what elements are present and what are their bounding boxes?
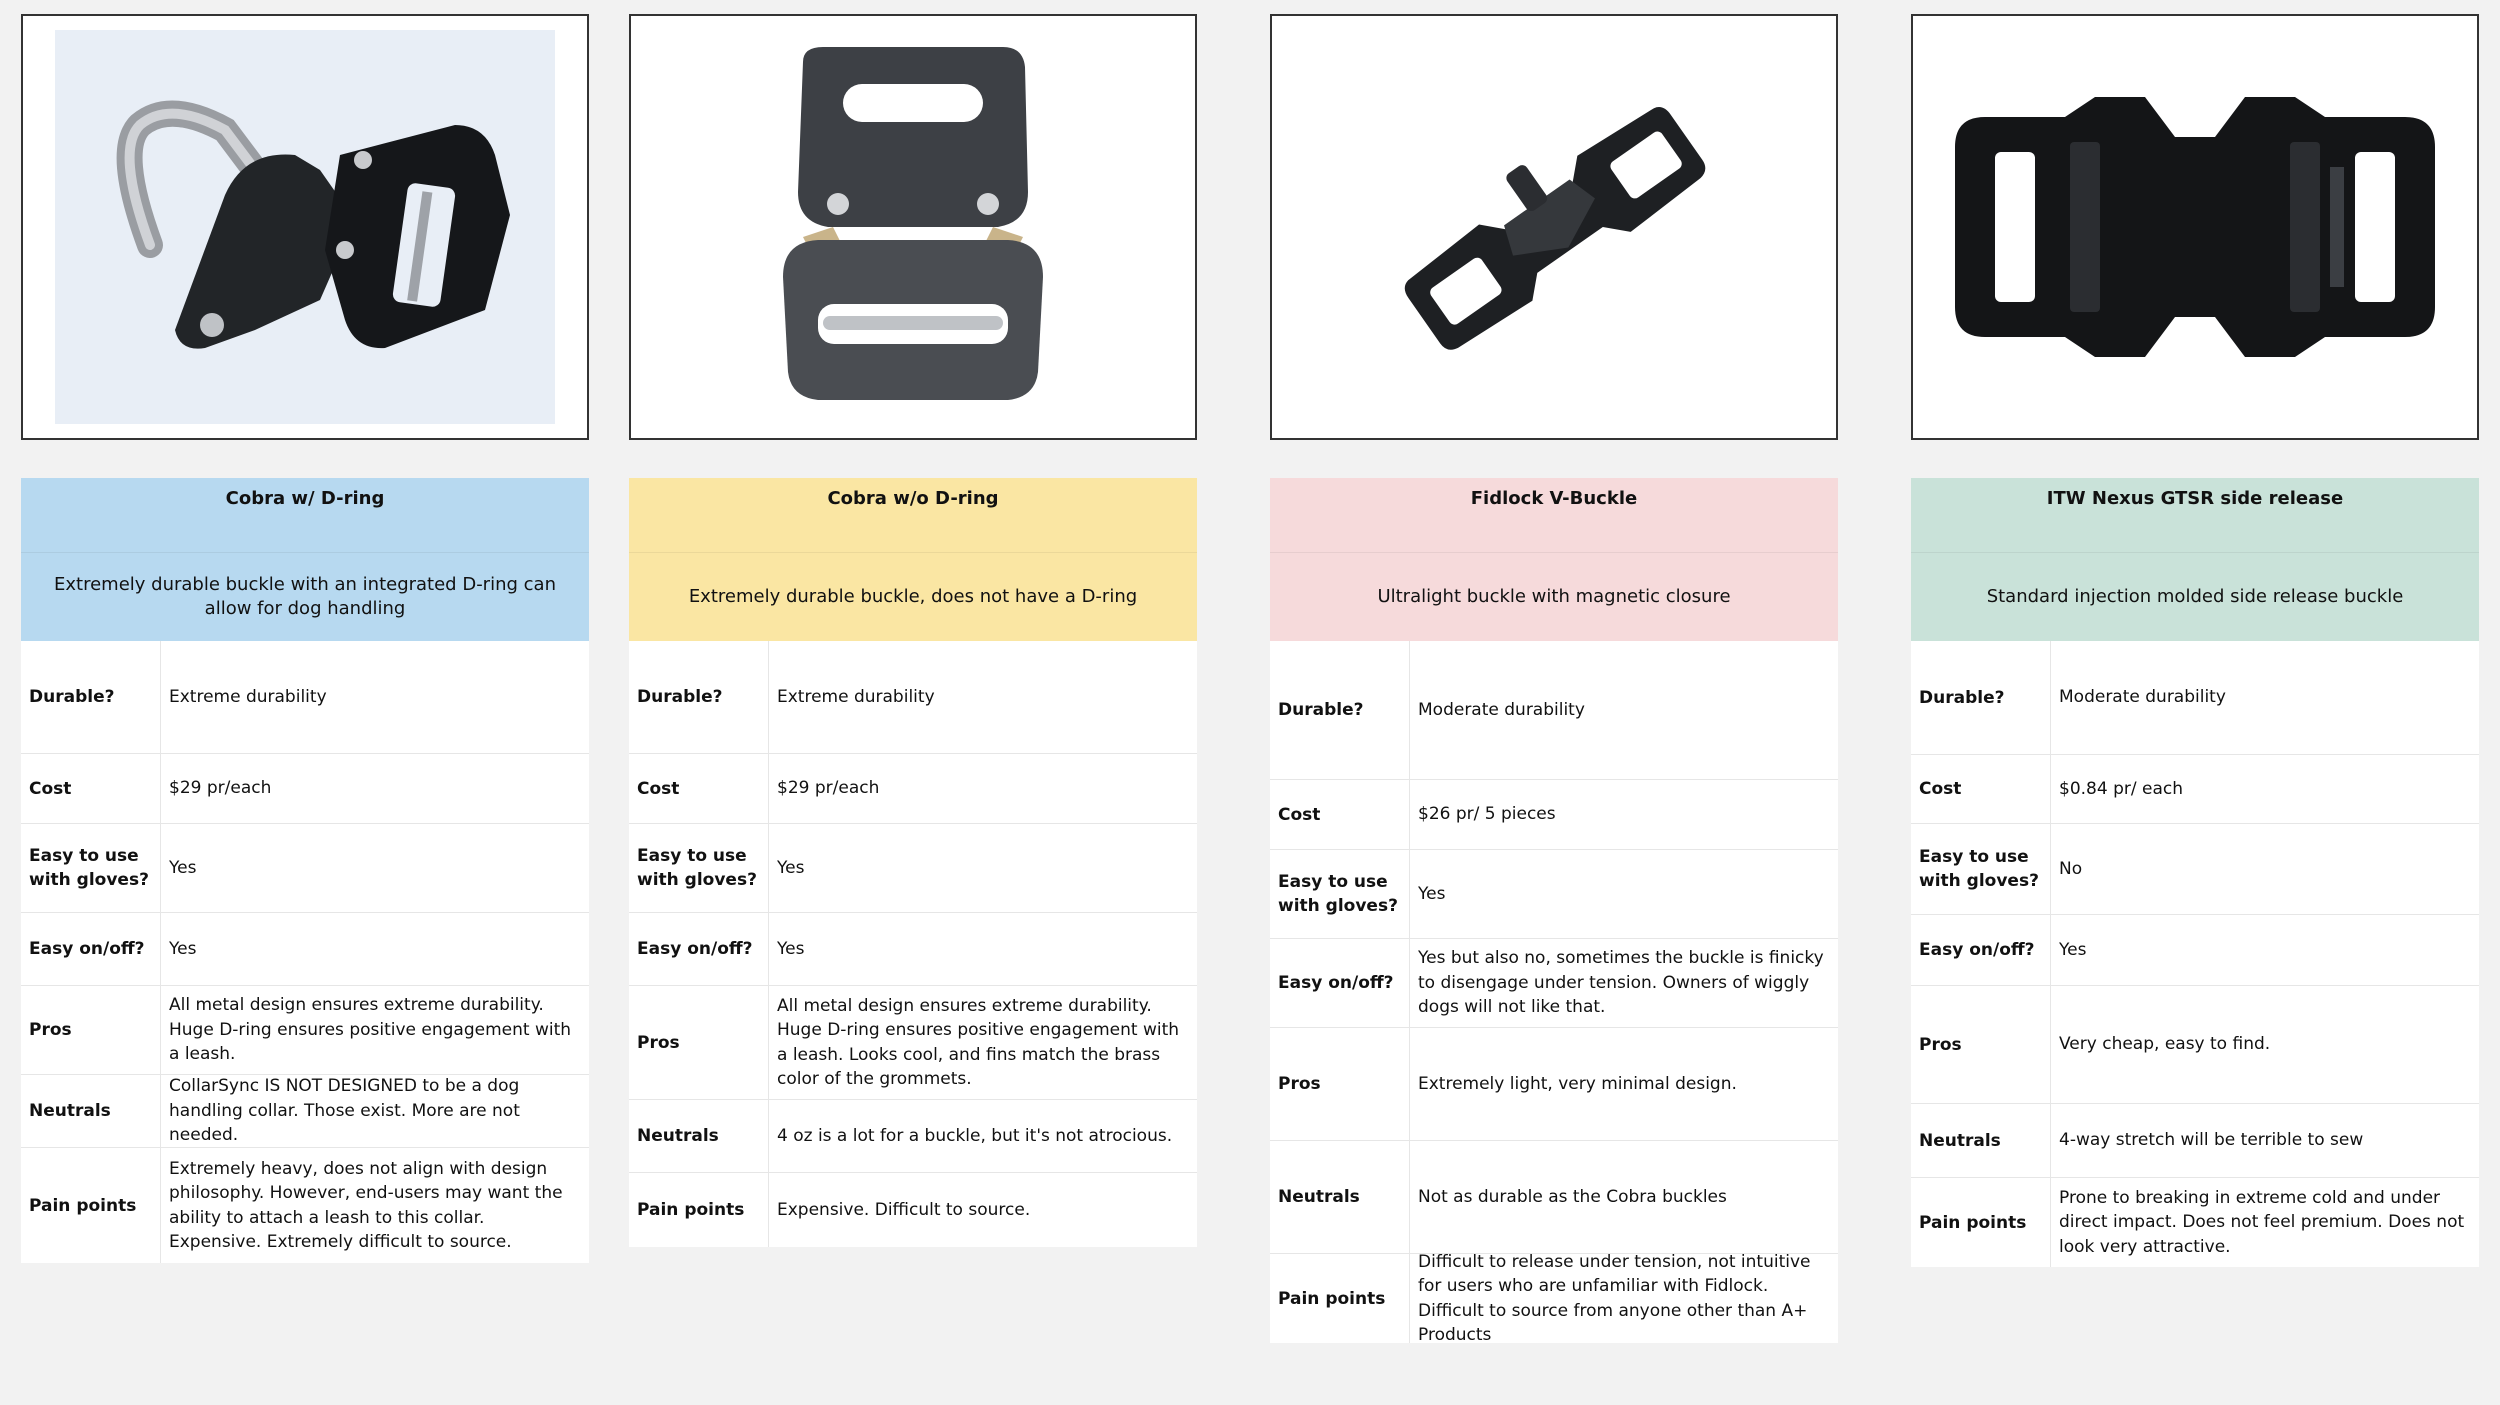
row-value: Yes but also no, sometimes the buckle is finicky to disengage under tension. Owners of wiggly dogs will not like that. — [1418, 948, 1824, 1018]
row-value: No — [2059, 858, 2083, 879]
row-value: Not as durable as the Cobra buckles — [1418, 1186, 1727, 1207]
row-value: Yes — [169, 938, 197, 959]
row-value: Extremely light, very minimal design. — [1418, 1073, 1737, 1094]
row-pros — [629, 986, 1197, 1100]
row-value: Yes — [777, 938, 805, 959]
row-label: Pros — [1270, 1028, 1410, 1140]
row-label: Neutrals — [21, 1075, 161, 1147]
row-durable — [1270, 641, 1838, 780]
product-photo — [1911, 14, 2479, 440]
row-label: Neutrals — [1270, 1141, 1410, 1253]
row-value: Expensive. Difficult to source. — [777, 1199, 1031, 1220]
row-pain-points — [21, 1148, 589, 1263]
row-neutrals — [21, 1075, 589, 1148]
row-on-off — [1270, 939, 1838, 1028]
row-pain-points — [1270, 1251, 1838, 1345]
comparison-card — [1911, 478, 2479, 1267]
row-pain-points — [1911, 1178, 2479, 1267]
row-label: Easy to use with gloves? — [21, 824, 161, 912]
row-value: $0.84 pr/ each — [2059, 778, 2183, 799]
card-description: Ultralight buckle with magnetic closure — [1270, 553, 1838, 641]
cobra-buckle-photo-icon — [763, 42, 1063, 412]
fidlock-v-buckle-photo-icon — [1384, 77, 1724, 377]
row-value: $29 pr/each — [169, 778, 272, 799]
row-on-off — [629, 913, 1197, 986]
row-value: Yes — [1418, 883, 1446, 904]
row-value: Yes — [169, 857, 197, 878]
row-value: Extremely heavy, does not align with design philosophy. However, end-users may want the ability to attach a leash to this collar. Expensive. Extremely difficult to source. — [169, 1158, 563, 1252]
row-label: Pain points — [629, 1173, 769, 1247]
row-value: 4-way stretch will be terrible to sew — [2059, 1130, 2364, 1151]
row-label: Pros — [21, 986, 161, 1074]
product-photo — [629, 14, 1197, 440]
card-description: Extremely durable buckle with an integrated D-ring can allow for dog handling — [21, 553, 589, 641]
row-label: Pain points — [21, 1148, 161, 1263]
row-label: Easy to use with gloves? — [629, 824, 769, 912]
row-gloves — [21, 824, 589, 913]
row-value: Moderate durability — [1418, 699, 1585, 720]
row-on-off — [1911, 915, 2479, 986]
row-neutrals — [629, 1100, 1197, 1173]
row-label: Durable? — [1911, 641, 2051, 754]
card-title: ITW Nexus GTSR side release — [1911, 478, 2479, 553]
row-label: Cost — [629, 754, 769, 823]
row-label: Pain points — [1911, 1178, 2051, 1267]
comparison-card — [1270, 478, 1838, 1343]
row-label: Pros — [1911, 986, 2051, 1103]
row-label: Durable? — [21, 641, 161, 753]
row-neutrals — [1270, 1141, 1838, 1254]
row-value: Yes — [777, 857, 805, 878]
row-value: Yes — [2059, 939, 2087, 960]
row-label: Neutrals — [629, 1100, 769, 1172]
row-label: Easy on/off? — [1911, 915, 2051, 985]
row-label: Easy to use with gloves? — [1270, 850, 1410, 938]
row-label: Durable? — [629, 641, 769, 753]
row-label: Easy on/off? — [21, 913, 161, 985]
card-description: Extremely durable buckle, does not have a D-ring — [629, 553, 1197, 641]
card-description: Standard injection molded side release buckle — [1911, 553, 2479, 641]
side-release-buckle-photo-icon — [1945, 77, 2445, 377]
row-cost — [1911, 755, 2479, 824]
row-pros — [1270, 1028, 1838, 1141]
row-pain-points — [629, 1173, 1197, 1247]
row-label: Easy on/off? — [629, 913, 769, 985]
row-cost — [21, 754, 589, 824]
row-value: Difficult to release under tension, not intuitive for users who are unfamiliar with Fidlock. Difficult to source from anyone other than A+ Products — [1418, 1251, 1811, 1345]
row-gloves — [1911, 824, 2479, 915]
row-pros — [21, 986, 589, 1075]
row-gloves — [1270, 850, 1838, 939]
card-title: Cobra w/o D-ring — [629, 478, 1197, 553]
row-label: Easy to use with gloves? — [1911, 824, 2051, 914]
row-cost — [1270, 780, 1838, 850]
row-value: Extreme durability — [169, 686, 327, 707]
row-label: Cost — [1270, 780, 1410, 849]
row-durable — [629, 641, 1197, 754]
row-neutrals — [1911, 1104, 2479, 1178]
row-label: Easy on/off? — [1270, 939, 1410, 1027]
row-value: Moderate durability — [2059, 687, 2226, 708]
row-value: Very cheap, easy to find. — [2059, 1034, 2271, 1055]
row-on-off — [21, 913, 589, 986]
row-gloves — [629, 824, 1197, 913]
product-photo — [21, 14, 589, 440]
row-value: $26 pr/ 5 pieces — [1418, 804, 1556, 825]
row-durable — [1911, 641, 2479, 755]
row-value: 4 oz is a lot for a buckle, but it's not atrocious. — [777, 1125, 1173, 1146]
row-value: Prone to breaking in extreme cold and under direct impact. Does not feel premium. Does not look very attractive. — [2059, 1187, 2465, 1257]
product-photo — [1270, 14, 1838, 440]
cobra-buckle-with-d-ring-photo-icon — [55, 30, 555, 424]
row-value: $29 pr/each — [777, 778, 880, 799]
row-label: Neutrals — [1911, 1104, 2051, 1177]
row-value: All metal design ensures extreme durability. Huge D-ring ensures positive engagement with a leash. Looks cool, and fins match the brass color of the grommets. — [777, 995, 1180, 1089]
card-title: Fidlock V-Buckle — [1270, 478, 1838, 553]
row-durable — [21, 641, 589, 754]
comparison-card — [629, 478, 1197, 1247]
row-label: Pain points — [1270, 1254, 1410, 1343]
row-pros — [1911, 986, 2479, 1104]
card-title: Cobra w/ D-ring — [21, 478, 589, 553]
row-value: All metal design ensures extreme durability. Huge D-ring ensures positive engagement with a leash. — [169, 995, 572, 1065]
row-label: Cost — [21, 754, 161, 823]
row-label: Pros — [629, 986, 769, 1099]
row-value: CollarSync IS NOT DESIGNED to be a dog handling collar. Those exist. More are not needed. — [169, 1076, 520, 1146]
row-cost — [629, 754, 1197, 824]
row-label: Durable? — [1270, 641, 1410, 779]
row-value: Extreme durability — [777, 686, 935, 707]
comparison-card — [21, 478, 589, 1263]
row-label: Cost — [1911, 755, 2051, 823]
